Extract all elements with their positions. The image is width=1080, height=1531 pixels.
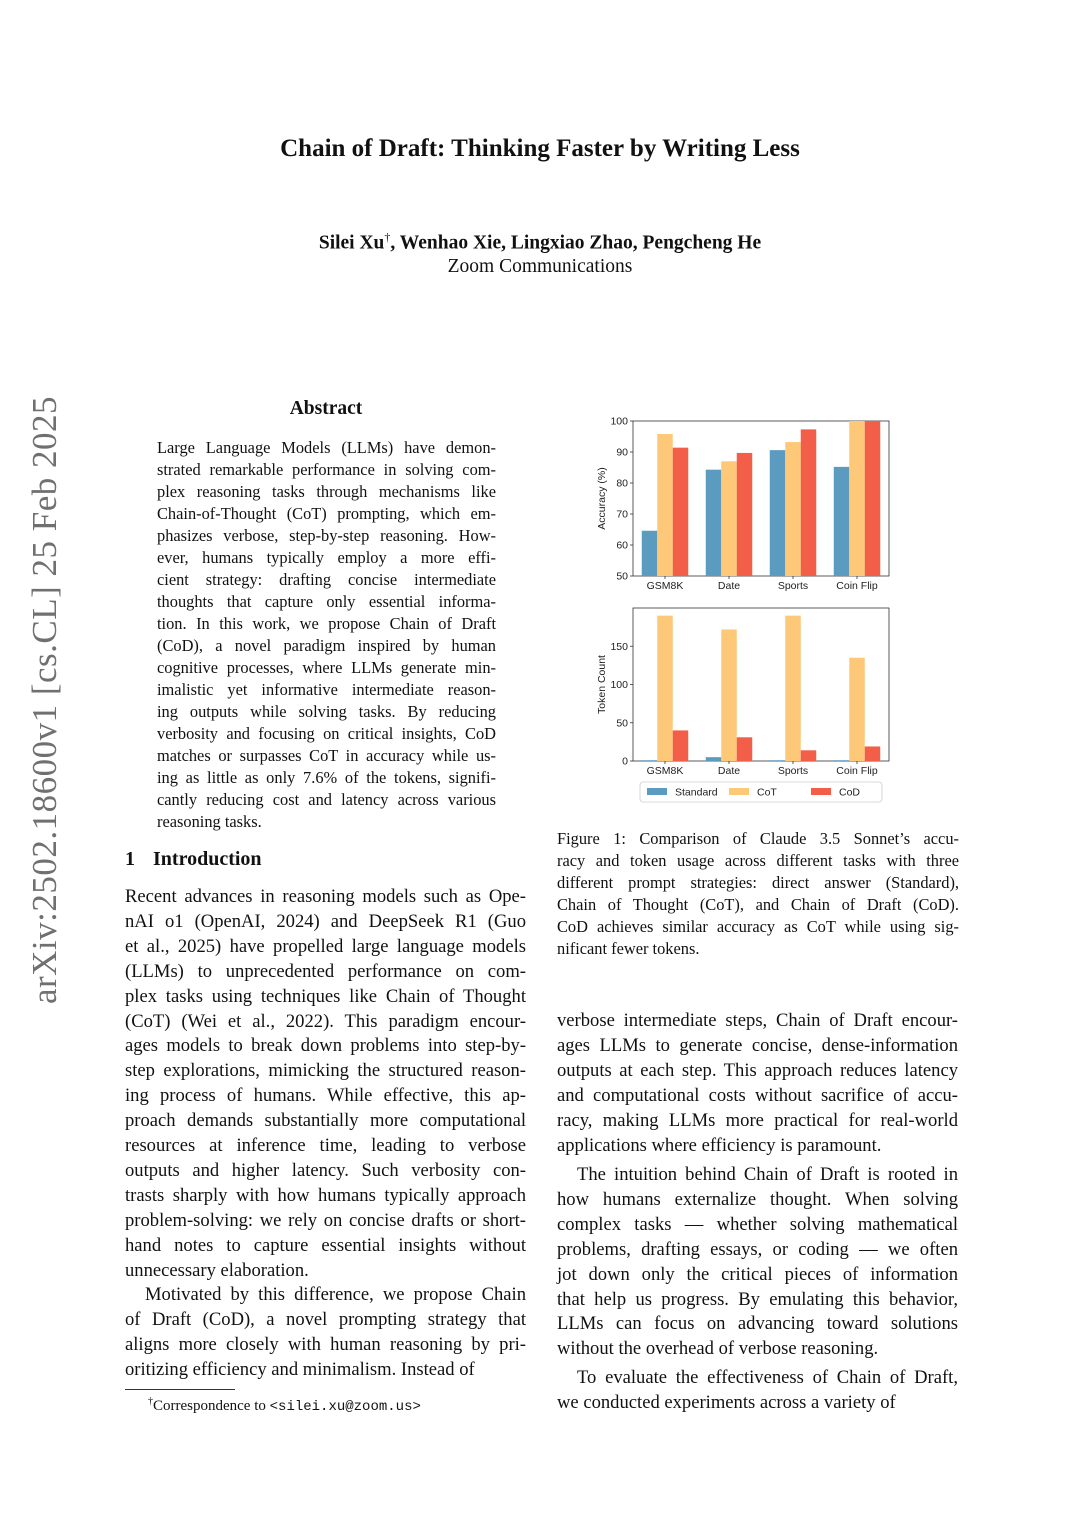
dagger-mark: † <box>384 230 391 244</box>
y-tick-label: 50 <box>616 717 628 730</box>
text-line: outputs and higher latency. Such verbosity con- <box>125 1159 526 1181</box>
text-line: ing process of humans. While effective, this ap- <box>125 1085 526 1107</box>
y-tick-label: 0 <box>622 755 628 768</box>
bar-cod <box>673 730 689 761</box>
text-line: verbose intermediate steps, Chain of Draft encour- <box>557 1010 958 1031</box>
bar-standard <box>642 760 658 761</box>
x-tick-label: Date <box>717 765 741 777</box>
x-tick-label: Sports <box>777 580 809 592</box>
y-tick-label: 80 <box>616 477 628 490</box>
accuracy-chart <box>596 416 889 593</box>
x-tick-label: Coin Flip <box>836 765 878 777</box>
text-line: trasts sharply with how humans typically approach <box>125 1184 526 1206</box>
text-line: proach demands substantially more computational <box>125 1110 526 1132</box>
bar-standard <box>770 760 786 761</box>
y-axis-label: Accuracy (%) <box>596 467 608 530</box>
bar-cot <box>785 616 801 761</box>
arxiv-stamp <box>22 300 68 1100</box>
abstract-heading: Abstract <box>289 398 363 419</box>
text-line: jot down only the critical pieces of information <box>557 1263 958 1285</box>
legend-label: CoD <box>839 786 861 799</box>
text-line: unnecessary elaboration. <box>125 1259 309 1281</box>
text-line: Large Language Models (LLMs) have demon- <box>157 438 496 457</box>
legend-label: CoT <box>757 786 777 799</box>
y-tick-label: 60 <box>616 539 628 552</box>
y-tick-label: 50 <box>616 570 628 583</box>
text-line: Motivated by this difference, we propose Chain <box>145 1284 526 1305</box>
intro-paragraph-2 <box>125 1283 526 1383</box>
footnote-mark: † <box>148 1396 153 1407</box>
bar-standard <box>642 531 658 576</box>
text-line: plex reasoning tasks through mechanisms like <box>157 482 496 501</box>
text-line: Chain of Thought (CoT), and Chain of Draft (CoD). <box>557 895 959 914</box>
bar-standard <box>706 757 722 761</box>
affiliation: Zoom Communications <box>447 256 633 277</box>
bar-cot <box>721 629 737 761</box>
bar-cod <box>673 448 689 576</box>
section-title: Introduction <box>153 848 262 870</box>
text-line: how humans externalize thought. When solving <box>557 1188 958 1210</box>
x-tick-label: Date <box>717 580 741 592</box>
bar-cod <box>737 453 753 576</box>
text-line: To evaluate the effectiveness of Chain of Draft, <box>577 1367 958 1388</box>
text-line: et al., 2025) have propelled large language models <box>125 935 526 957</box>
y-tick-label: 70 <box>616 508 628 521</box>
text-line: ing as little as only 7.6% of the tokens, signifi- <box>157 768 496 787</box>
y-tick-label: 100 <box>610 415 628 428</box>
text-line: Recent advances in reasoning models such as Ope- <box>125 886 526 907</box>
text-line: and computational costs without sacrifice of accu- <box>557 1084 958 1106</box>
intro-paragraph-1 <box>125 885 526 1284</box>
text-line: phasizes verbose, step-by-step reasoning. How- <box>157 526 496 545</box>
text-line: strated remarkable performance in solving com- <box>157 460 496 479</box>
text-line: matches or surpasses CoT in accuracy while us- <box>157 746 496 765</box>
text-line: outputs at each step. This approach reduces latency <box>557 1059 958 1081</box>
bar-cod <box>865 746 881 761</box>
text-line: Figure 1: Comparison of Claude 3.5 Sonnet’s accu- <box>557 829 959 848</box>
text-line: (CoD), a novel paradigm inspired by human <box>157 636 496 655</box>
arxiv-id: arXiv:2502.18600v1 [cs.CL] 25 Feb 2025 <box>25 395 64 1005</box>
x-tick-label: GSM8K <box>646 765 684 777</box>
text-line: different prompt strategies: direct answer (Standard), <box>557 873 959 892</box>
bar-standard <box>706 470 722 576</box>
text-line: racy, making LLMs more practical for real-world <box>557 1109 958 1131</box>
text-line: plex tasks using techniques like Chain of Thought <box>125 985 526 1007</box>
text-line: racy and token usage across different tasks with three <box>557 851 959 870</box>
text-line: problems, drafting essays, or coding — we often <box>557 1238 958 1260</box>
bar-cod <box>737 737 753 761</box>
text-line: nAI o1 (OpenAI, 2024) and DeepSeek R1 (Guo <box>125 910 526 932</box>
y-tick-label: 150 <box>610 640 628 653</box>
footnote-rule <box>125 1389 235 1390</box>
text-line: verbosity and focusing on critical insights, CoD <box>157 724 496 743</box>
text-line: complex tasks — whether solving mathematical <box>557 1213 958 1235</box>
text-line: ages LLMs to generate concise, dense-information <box>557 1034 958 1056</box>
y-tick-label: 90 <box>616 446 628 459</box>
bar-cod <box>801 429 817 576</box>
text-line: LLMs can focus on advancing toward solutions <box>557 1313 958 1335</box>
y-tick-label: 100 <box>610 679 628 691</box>
text-line: applications where efficiency is paramount. <box>557 1134 882 1156</box>
first-author: Silei Xu <box>318 232 385 254</box>
bar-standard <box>834 467 850 576</box>
text-line: imalistic yet informative intermediate reason- <box>157 680 496 699</box>
legend-swatch <box>729 788 749 795</box>
text-line: that help us progress. By emulating this behavior, <box>557 1288 958 1310</box>
token-count-chart <box>596 608 889 777</box>
text-line: cognitive processes, where LLMs generate min- <box>157 658 496 677</box>
right-paragraph-3 <box>557 1366 958 1416</box>
right-paragraph-2 <box>557 1163 958 1362</box>
bar-cot <box>657 616 673 761</box>
text-line: oritizing efficiency and minimalism. Instead of <box>125 1358 475 1380</box>
footnote-email: <silei.xu@zoom.us> <box>269 1399 421 1415</box>
text-line: resources at inference time, leading to verbose <box>125 1135 526 1157</box>
section-heading <box>125 848 262 871</box>
bar-cot <box>721 461 737 576</box>
section-number: 1 <box>125 848 135 870</box>
footnote <box>148 1396 421 1415</box>
text-line: nificant fewer tokens. <box>557 939 700 958</box>
text-line: of Draft (CoD), a novel prompting strategy that <box>125 1308 526 1330</box>
text-line: Chain-of-Thought (CoT) prompting, which em- <box>157 504 496 523</box>
text-line: (CoT) (Wei et al., 2022). This paradigm encour- <box>125 1010 526 1032</box>
figure-1-charts <box>585 408 895 808</box>
text-line: cient strategy: drafting concise intermediate <box>157 570 496 589</box>
bar-cod <box>801 750 817 761</box>
legend-swatch <box>647 788 667 795</box>
text-line: problem-solving: we rely on concise drafts or short- <box>125 1209 526 1231</box>
text-line: cantly reducing cost and latency across various <box>157 790 496 809</box>
x-tick-label: Coin Flip <box>836 580 878 592</box>
bar-standard <box>834 760 850 761</box>
text-line: (LLMs) to unprecedented performance on com- <box>125 960 526 982</box>
bar-cot <box>849 421 865 576</box>
bar-standard <box>770 450 786 576</box>
right-paragraph-1 <box>557 1009 958 1158</box>
text-line: aligns more closely with human reasoning by pri- <box>125 1333 526 1355</box>
bar-cot <box>785 442 801 576</box>
x-tick-label: GSM8K <box>646 580 684 592</box>
text-line: step explorations, mimicking the structured reason- <box>125 1060 526 1082</box>
bar-cot <box>849 658 865 761</box>
abstract-body <box>157 437 496 833</box>
legend-label: Standard <box>675 786 718 799</box>
text-line: we conducted experiments across a variety of <box>557 1391 896 1413</box>
author-list <box>0 230 1080 255</box>
text-line: reasoning tasks. <box>157 812 262 831</box>
text-line: CoD achieves similar accuracy as CoT while using sig- <box>557 917 959 936</box>
text-line: ever, humans typically employ a more effi- <box>157 548 496 567</box>
other-authors: , Wenhao Xie, Lingxiao Zhao, Pengcheng He <box>390 232 762 254</box>
x-tick-label: Sports <box>777 765 809 777</box>
y-axis-label: Token Count <box>596 655 608 714</box>
text-line: without the overhead of verbose reasoning. <box>557 1338 879 1360</box>
text-line: tion. In this work, we propose Chain of Draft <box>157 614 496 633</box>
chart-legend <box>640 782 882 802</box>
text-line: hand notes to capture essential insights without <box>125 1234 526 1256</box>
text-line: ages models to break down problems into step-by- <box>125 1035 526 1057</box>
paper-title: Chain of Draft: Thinking Faster by Writing Less <box>280 135 800 162</box>
legend-swatch <box>811 788 831 795</box>
text-line: The intuition behind Chain of Draft is rooted in <box>577 1164 958 1185</box>
bar-cod <box>865 421 881 576</box>
bar-cot <box>657 434 673 576</box>
text-line: thoughts that capture only essential informa- <box>157 592 496 611</box>
footnote-text: Correspondence to <box>153 1398 270 1414</box>
figure-caption <box>557 828 959 960</box>
text-line: ing outputs while solving tasks. By reducing <box>157 702 496 721</box>
